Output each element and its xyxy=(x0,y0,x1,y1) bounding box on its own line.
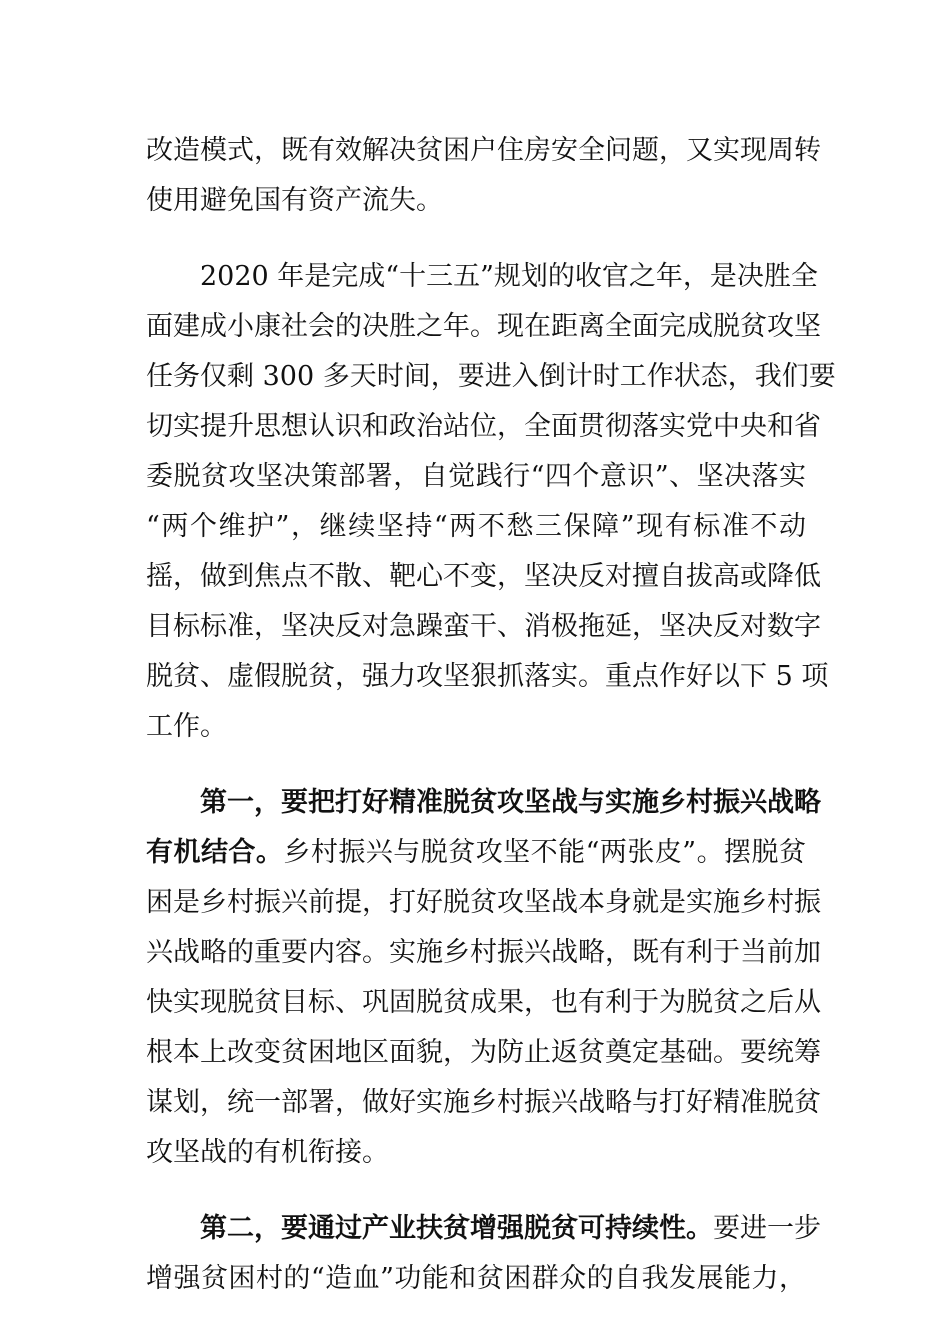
text-line xyxy=(146,828,806,878)
text-line xyxy=(146,1204,821,1254)
paragraph-2 xyxy=(146,252,836,752)
text-line: 摇，做到焦点不散、靶心不变，坚决反对擅自拔高或降低 xyxy=(146,561,821,592)
text-line: “两个维护”，继续坚持“两不愁三保障”现有标准不动 xyxy=(146,511,806,542)
text-line: 委脱贫攻坚决策部署，自觉践行“四个意识”、坚决落实 xyxy=(146,461,806,492)
text-line: 增强贫困村的“造血”功能和贫困群众的自我发展能力， xyxy=(146,1263,806,1294)
text-line: 使用避免国有资产流失。 xyxy=(146,185,443,216)
text-line: 脱贫、虚假脱贫，强力攻坚狠抓落实。重点作好以下 5 项 xyxy=(146,661,829,692)
section-heading: 第二，要通过产业扶贫增强脱贫可持续性。 xyxy=(200,1213,713,1244)
text-line: 困是乡村振兴前提，打好脱贫攻坚战本身就是实施乡村振 xyxy=(146,887,821,918)
paragraph-1 xyxy=(146,126,821,226)
text-line: 快实现脱贫目标、巩固脱贫成果，也有利于为脱贫之后从 xyxy=(146,987,821,1018)
text-line: 面建成小康社会的决胜之年。现在距离全面完成脱贫攻坚 xyxy=(146,311,821,342)
text-line: 目标标准，坚决反对急躁蛮干、消极拖延，坚决反对数字 xyxy=(146,611,821,642)
text-line: 攻坚战的有机衔接。 xyxy=(146,1137,389,1168)
text-line: 切实提升思想认识和政治站位，全面贯彻落实党中央和省 xyxy=(146,411,821,442)
text-span: 乡村振兴与脱贫攻坚不能“两张皮”。摆脱贫 xyxy=(283,837,806,868)
text-line: 兴战略的重要内容。实施乡村振兴战略，既有利于当前加 xyxy=(146,937,821,968)
text-line: 改造模式，既有效解决贫困户住房安全问题，又实现周转 xyxy=(146,135,821,166)
text-line: 任务仅剩 300 多天时间，要进入倒计时工作状态，我们要 xyxy=(146,361,836,392)
text-line: 2020 年是完成“十三五”规划的收官之年，是决胜全 xyxy=(200,261,818,292)
document-page xyxy=(146,126,836,1304)
section-heading-cont: 有机结合。 xyxy=(146,837,284,868)
section-heading: 第一，要把打好精准脱贫攻坚战与实施乡村振兴战略 xyxy=(200,787,821,818)
text-line: 根本上改变贫困地区面貌，为防止返贫奠定基础。要统筹 xyxy=(146,1037,821,1068)
text-span: 要进一步 xyxy=(713,1213,821,1244)
paragraph-4 xyxy=(146,1204,821,1304)
text-line: 工作。 xyxy=(146,711,227,742)
paragraph-3 xyxy=(146,778,821,1178)
text-line: 谋划，统一部署，做好实施乡村振兴战略与打好精准脱贫 xyxy=(146,1087,821,1118)
